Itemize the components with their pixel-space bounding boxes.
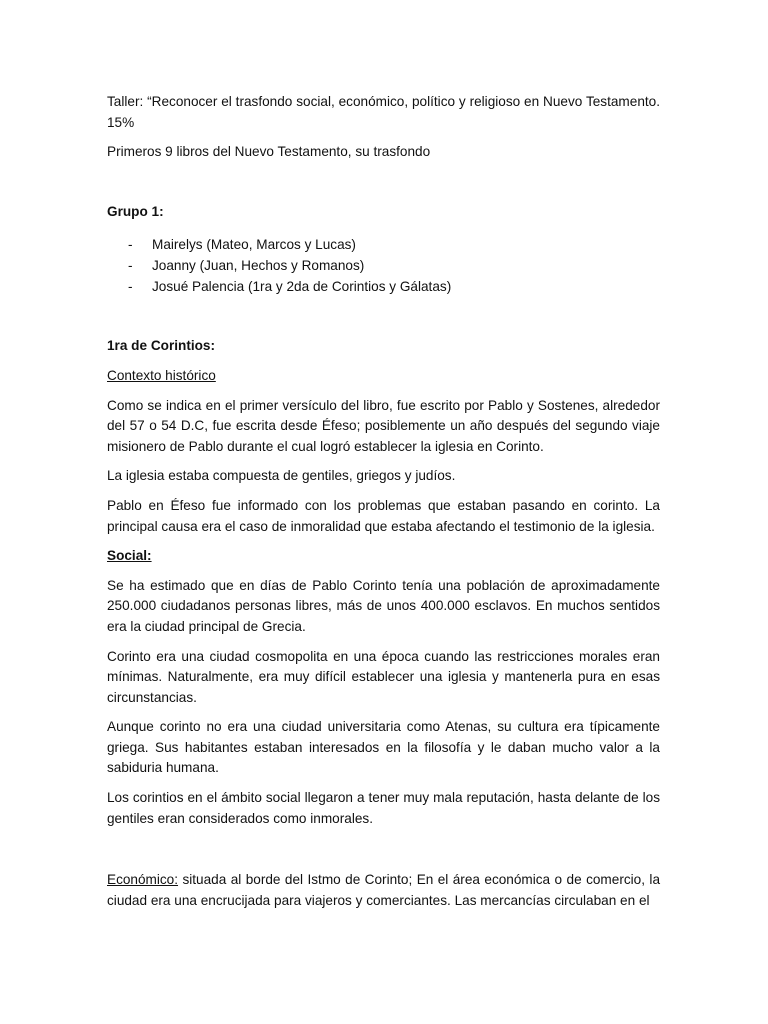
paragraph: Como se indica en el primer versículo del libro, fue escrito por Pablo y Sostenes, alrededor del 57 o 54 D.C, fue escrita desde Éfeso; posiblemente un año después del segundo viaje misionero de Pablo durante el cual logró establecer la iglesia en Corinto.	[107, 397, 660, 454]
member-name: Mairelys (Mateo, Marcos y Lucas)	[152, 237, 356, 253]
paragraph: Los corintios en el ámbito social llegaron a tener muy mala reputación, hasta delante de los gentiles eran considerados como inmorales.	[107, 790, 660, 826]
group-heading: Grupo 1:	[107, 203, 164, 219]
member-name: Joanny (Juan, Hechos y Romanos)	[152, 258, 365, 274]
social-heading: Social:	[107, 548, 152, 564]
paragraph: Aunque corinto no era una ciudad universitaria como Atenas, su cultura era típicamente griega. Sus habitantes estaban interesados en la filosofía y le daban mucho valor a la sabiduria humana.	[107, 719, 660, 776]
member-name: Josué Palencia (1ra y 2da de Corintios y Gálatas)	[152, 279, 452, 295]
paragraph: Corinto era una ciudad cosmopolita en una época cuando las restricciones morales eran mínimas. Naturalmente, era muy difícil establecer una iglesia y mantenerla pura en esas circunstancias.	[107, 648, 660, 705]
paragraph: Se ha estimado que en días de Pablo Corinto tenía una población de aproximadamente 250.000 ciudadanos personas libres, más de unos 400.000 esclavos. En muchos sentidos era la ciudad principal de Grecia.	[107, 577, 660, 634]
document-body	[107, 92, 660, 911]
bullet-dash: -	[128, 279, 133, 295]
paragraph: La iglesia estaba compuesta de gentiles, griegos y judíos.	[107, 468, 456, 484]
paragraph: Pablo en Éfeso fue informado con los problemas que estaban pasando en corinto. La principal causa era el caso de inmoralidad que estaba afectando el testimonio de la iglesia.	[107, 497, 660, 534]
bullet-dash: -	[128, 258, 133, 274]
list-item	[107, 234, 660, 255]
assignment-title: Taller: “Reconocer el trasfondo social, económico, político y religioso en Nuevo Testamento. 15%	[107, 94, 660, 130]
assignment-subtitle: Primeros 9 libros del Nuevo Testamento, su trasfondo	[107, 144, 431, 160]
list-item	[107, 276, 660, 297]
list-item	[107, 255, 660, 276]
section-heading: 1ra de Corintios:	[107, 338, 216, 354]
economic-heading: Económico:	[107, 872, 179, 888]
context-heading: Contexto histórico	[107, 367, 216, 383]
economic-paragraph	[107, 870, 660, 911]
economic-text: situada al borde del Istmo de Corinto; En el área económica o de comercio, la ciudad era una encrucijada para viajeros y comerciantes. Las mercancías circulaban en el	[107, 872, 660, 908]
bullet-dash: -	[128, 237, 133, 253]
group-members-list	[107, 234, 660, 297]
